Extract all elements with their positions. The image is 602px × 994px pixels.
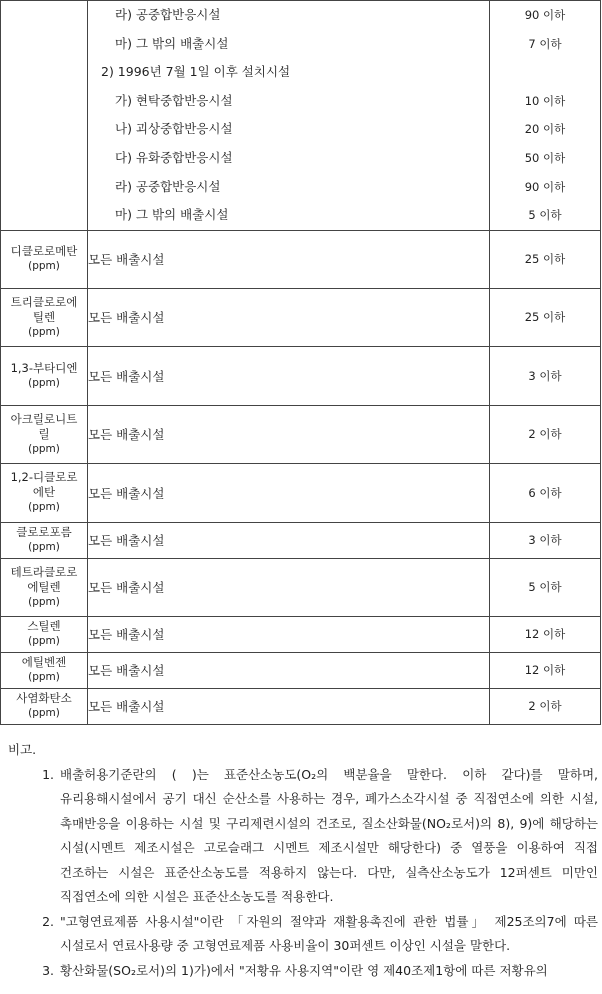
remark-text: "고형연료제품 사용시설"이란 「자원의 절약과 재활용촉진에 관한 법률」 제25조의7에 따른 시설로서 연료사용량 중 고형연료제품 사용비율이 30퍼센트 이상인 시설을 말한다. [60, 913, 598, 953]
substance-name: 에탄 [32, 485, 56, 500]
limit-cell: 3 이하 [490, 346, 601, 405]
substance-name: 아크릴로니트 [10, 411, 78, 426]
facility-label: 마) 그 밖의 배출시설 [115, 35, 229, 51]
substance-unit: (ppm) [28, 635, 60, 648]
substance-name: 에틸벤젠 [21, 655, 67, 670]
remark-number: 1. [42, 766, 54, 782]
limit-cell: 12 이하 [490, 616, 601, 652]
substance-name-cell [1, 463, 88, 522]
facility-cell: 모든 배출시설 [88, 288, 490, 346]
substance-unit: (ppm) [28, 442, 60, 455]
limit-value: 50 이하 [524, 150, 566, 165]
substance-name-cell [1, 558, 88, 616]
substance-name: 트리클로로에 [10, 294, 78, 309]
limit-value: 90 이하 [524, 179, 566, 194]
substance-unit: (ppm) [28, 707, 60, 720]
table-row [1, 463, 601, 522]
substance-name-cell [1, 616, 88, 652]
substance-name: 디클로로메탄 [10, 244, 78, 259]
substance-cell-empty [1, 1, 88, 231]
table-row [1, 405, 601, 463]
facility-cell: 모든 배출시설 [88, 558, 490, 616]
limit-cell: 3 이하 [490, 522, 601, 558]
limit-cell: 2 이하 [490, 405, 601, 463]
facility-cell: 모든 배출시설 [88, 405, 490, 463]
limit-value [490, 58, 600, 87]
substance-name-cell [1, 688, 88, 724]
substance-name: 1,2-디클로로 [10, 470, 78, 485]
limit-cell: 6 이하 [490, 463, 601, 522]
limit-value: 20 이하 [524, 122, 566, 137]
substance-name: 클로로포름 [16, 525, 72, 540]
substance-unit: (ppm) [28, 671, 60, 684]
remark-number: 3. [42, 962, 54, 978]
limit-value: 7 이하 [528, 36, 562, 51]
facility-label: 마) 그 밖의 배출시설 [115, 207, 229, 223]
remark-item-2 [8, 910, 598, 959]
facility-label: 나) 괴상중합반응시설 [115, 121, 233, 137]
table-row [1, 616, 601, 652]
substance-unit: (ppm) [28, 260, 60, 273]
remark-text: 배출허용기준란의 ( )는 표준산소농도(O₂의 백분율을 말한다. 이하 같다)를 말하며, 유리용해시설에서 공기 대신 순산소를 사용하는 경우, 폐가스소각시설 중 직접연소에 의한 시설, 촉매반응을 이용하는 시설 및 구리제련시설의 건조로, 질소산화물(NO₂로서)의 8), 9)에 해당하는 시설(시멘트 제조시설은 고로슬래그 시멘트 제조시설만 해당한다) 중 열풍을 이용하여 직접 건조하는 시설은 표준산소농도를 적용하지 않는다. 다만, 실측산소농도가 12퍼센트 미만인 직접연소에 의한 시설은 표준산소농도를 적용한다. [60, 766, 598, 904]
facility-cell: 모든 배출시설 [88, 616, 490, 652]
table-row [1, 688, 601, 724]
facility-label: 라) 공중합반응시설 [115, 178, 221, 194]
limit-cell: 5 이하 [490, 558, 601, 616]
limit-value: 5 이하 [528, 208, 562, 223]
substance-name-cell [1, 405, 88, 463]
substance-name: 에틸렌 [27, 579, 61, 594]
table-row [1, 230, 601, 288]
table-row [1, 288, 601, 346]
table-row [1, 558, 601, 616]
limit-value: 10 이하 [524, 93, 566, 108]
table-row [1, 346, 601, 405]
facility-label: 2) 1996년 7월 1일 이후 설치시설 [101, 64, 291, 80]
substance-name: 틸렌 [32, 309, 56, 324]
facility-label: 라) 공중합반응시설 [115, 7, 221, 22]
substance-name-cell [1, 346, 88, 405]
table-row [1, 652, 601, 688]
facility-cell [88, 1, 490, 231]
limit-cell: 12 이하 [490, 652, 601, 688]
facility-label: 가) 현탁중합반응시설 [115, 92, 233, 108]
remark-item-3 [8, 959, 598, 984]
substance-name: 스틸렌 [27, 619, 61, 634]
limit-value: 90 이하 [524, 8, 566, 22]
remarks-title: 비고. [8, 742, 37, 757]
substance-name: 릴 [38, 426, 50, 441]
substance-name: 사염화탄소 [16, 691, 72, 706]
substance-name-cell [1, 288, 88, 346]
substance-unit: (ppm) [28, 595, 60, 608]
limit-cell: 25 이하 [490, 230, 601, 288]
table-row [1, 522, 601, 558]
facility-label: 다) 유화중합반응시설 [115, 149, 233, 165]
substance-unit: (ppm) [28, 541, 60, 554]
limit-cell: 2 이하 [490, 688, 601, 724]
facility-cell: 모든 배출시설 [88, 688, 490, 724]
facility-cell: 모든 배출시설 [88, 522, 490, 558]
substance-name: 테트라클로로 [10, 564, 78, 579]
remark-item-1 [8, 763, 598, 910]
remarks-section [8, 738, 598, 983]
table-row [1, 1, 601, 231]
substance-unit: (ppm) [28, 325, 60, 338]
facility-cell: 모든 배출시설 [88, 463, 490, 522]
substance-name-cell [1, 652, 88, 688]
facility-cell: 모든 배출시설 [88, 346, 490, 405]
remark-text: 황산화물(SO₂로서)의 1)가)에서 "저황유 사용지역"이란 영 제40조제1항에 따른 저황유의 [60, 962, 548, 978]
remark-number: 2. [42, 913, 54, 929]
substance-unit: (ppm) [28, 376, 60, 389]
limit-cell [490, 1, 601, 231]
facility-cell: 모든 배출시설 [88, 652, 490, 688]
substance-name-cell [1, 230, 88, 288]
substance-name-cell [1, 522, 88, 558]
substance-name: 1,3-부타디엔 [10, 360, 78, 375]
substance-unit: (ppm) [28, 501, 60, 514]
limit-cell: 25 이하 [490, 288, 601, 346]
facility-cell: 모든 배출시설 [88, 230, 490, 288]
